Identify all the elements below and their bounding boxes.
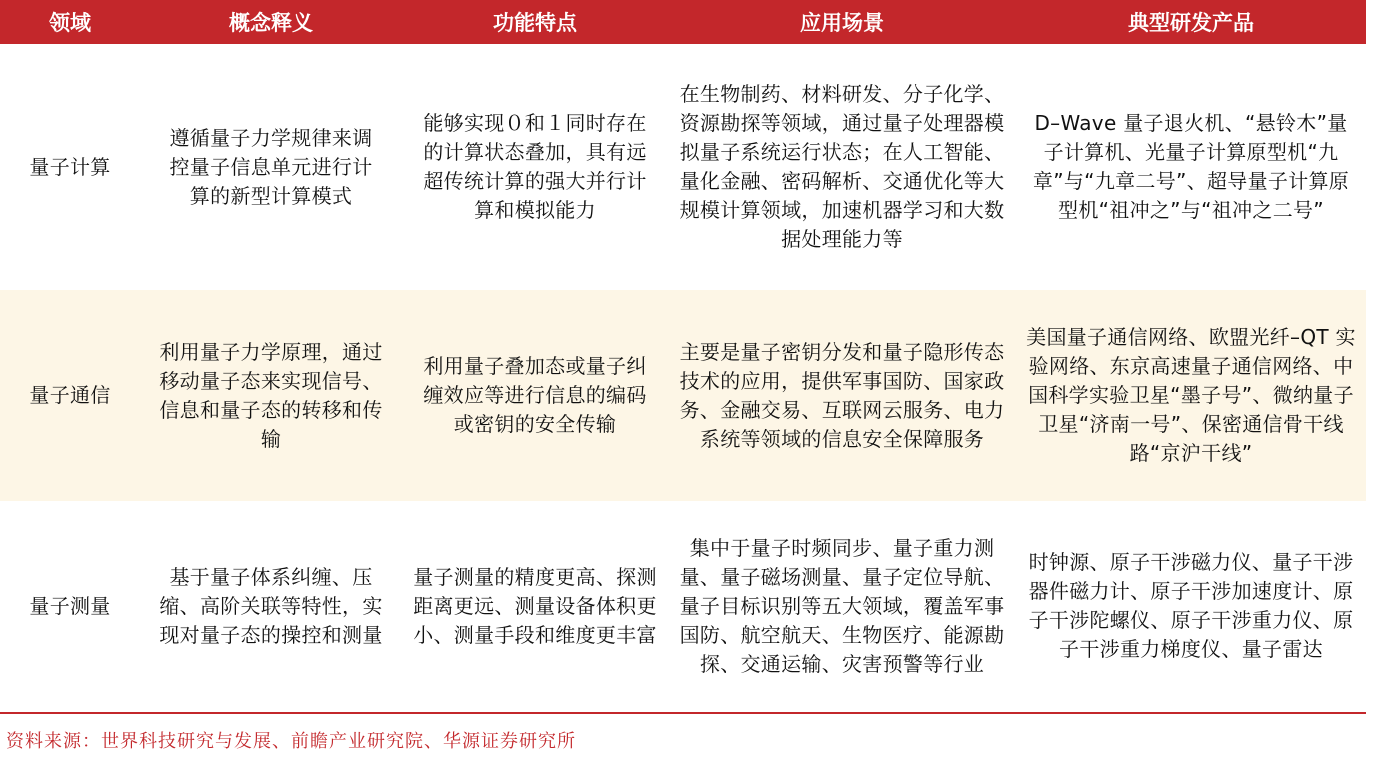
table-row [0, 44, 1366, 290]
header-domain: 领域 [0, 0, 140, 44]
cell-products: 美国量子通信网络、欧盟光纤–QT 实验网络、东京高速量子通信网络、中国科学实验卫星“墨子号”、微纳量子卫星“济南一号”、保密通信骨干线路“京沪干线” [1016, 290, 1366, 501]
source-note: 资料来源：世界科技研究与发展、前瞻产业研究院、华源证券研究所 [6, 731, 576, 752]
header-features: 功能特点 [402, 0, 668, 44]
cell-domain: 量子测量 [0, 501, 140, 711]
table-header-row [0, 0, 1366, 44]
cell-scenarios: 主要是量子密钥分发和量子隐形传态技术的应用，提供军事国防、国家政务、金融交易、互联网云服务、电力系统等领域的信息安全保障服务 [668, 290, 1016, 501]
table-row [0, 290, 1366, 501]
cell-features: 量子测量的精度更高、探测距离更远、测量设备体积更小、测量手段和维度更丰富 [402, 501, 668, 711]
cell-domain: 量子通信 [0, 290, 140, 501]
cell-scenarios: 集中于量子时频同步、量子重力测量、量子磁场测量、量子定位导航、量子目标识别等五大领域，覆盖军事国防、航空航天、生物医疗、能源勘探、交通运输、灾害预警等行业 [668, 501, 1016, 711]
header-concept: 概念释义 [140, 0, 402, 44]
cell-concept: 利用量子力学原理，通过移动量子态来实现信号、信息和量子态的转移和传输 [140, 290, 402, 501]
header-products: 典型研发产品 [1016, 0, 1366, 44]
cell-scenarios: 在生物制药、材料研发、分子化学、资源勘探等领域，通过量子处理器模拟量子系统运行状态；在人工智能、量化金融、密码解析、交通优化等大规模计算领域，加速机器学习和大数据处理能力等 [668, 44, 1016, 290]
cell-features: 能够实现０和１同时存在的计算状态叠加，具有远超传统计算的强大并行计算和模拟能力 [402, 44, 668, 290]
header-scenarios: 应用场景 [668, 0, 1016, 44]
cell-domain: 量子计算 [0, 44, 140, 290]
cell-concept: 基于量子体系纠缠、压缩、高阶关联等特性，实现对量子态的操控和测量 [140, 501, 402, 711]
cell-concept: 遵循量子力学规律来调控量子信息单元进行计算的新型计算模式 [140, 44, 402, 290]
cell-products: 时钟源、原子干涉磁力仪、量子干涉器件磁力计、原子干涉加速度计、原子干涉陀螺仪、原子干涉重力仪、原子干涉重力梯度仪、量子雷达 [1016, 501, 1366, 711]
cell-features: 利用量子叠加态或量子纠缠效应等进行信息的编码或密钥的安全传输 [402, 290, 668, 501]
table-row [0, 501, 1366, 711]
cell-products: D–Wave 量子退火机、“悬铃木”量子计算机、光量子计算原型机“九章”与“九章二号”、超导量子计算原型机“祖冲之”与“祖冲之二号” [1016, 44, 1366, 290]
table-bottom-rule [0, 712, 1366, 714]
